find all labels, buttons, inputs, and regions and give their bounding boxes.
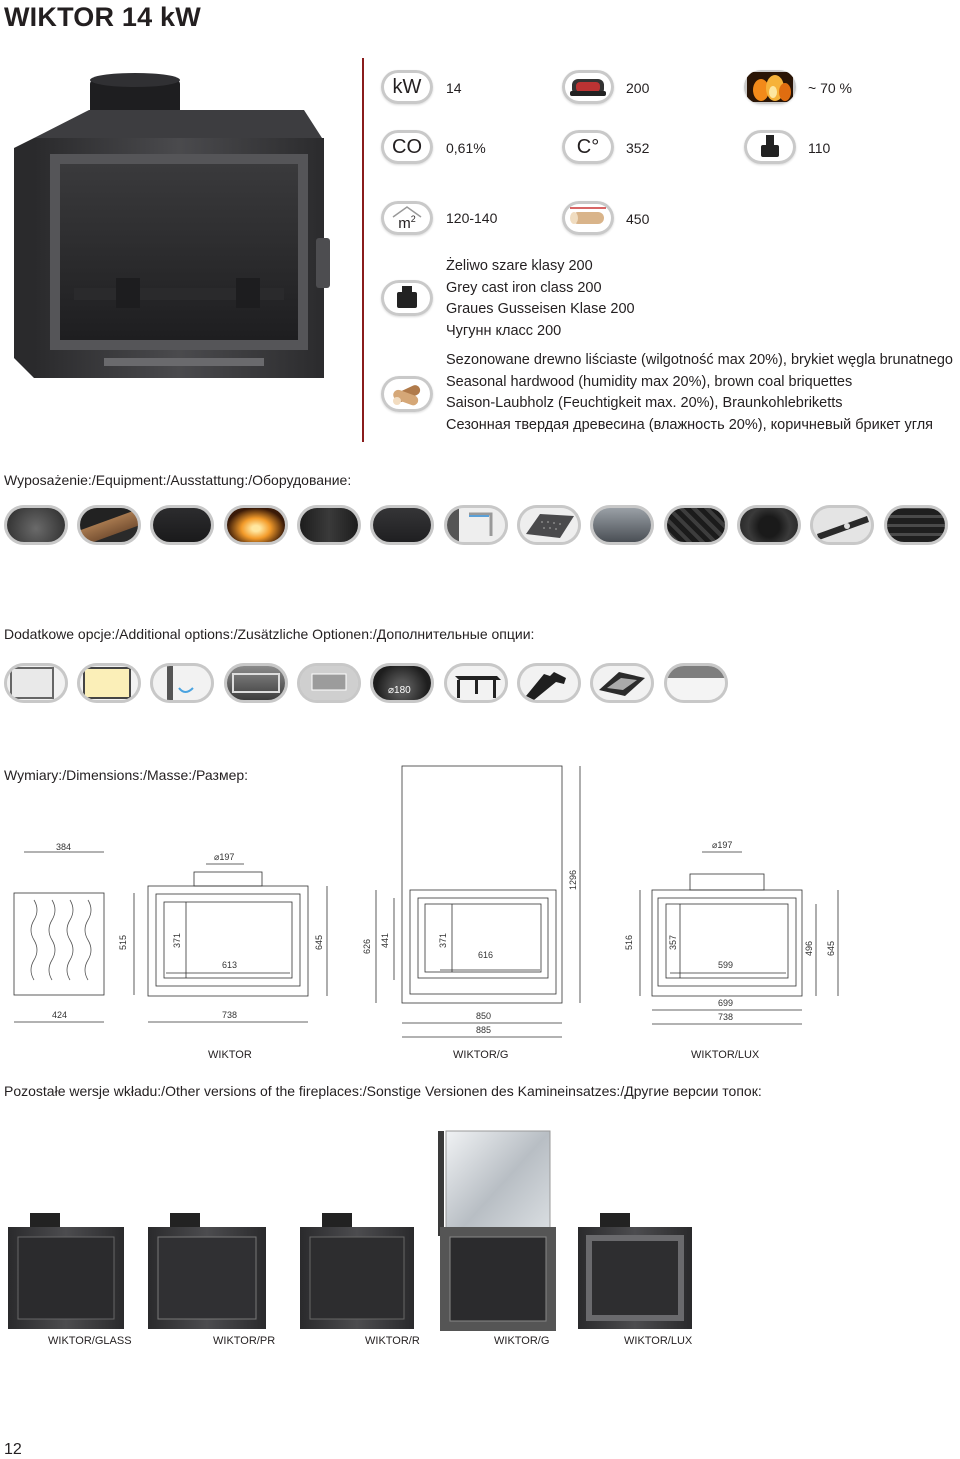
version-glass-image (8, 1213, 124, 1329)
equipment-heading: Wyposażenie:/Equipment:/Ausstattung:/Оборудование: (4, 472, 352, 488)
dim-wiktor-inner-h: 371 (172, 932, 182, 948)
temperature-value: 352 (626, 140, 650, 156)
dim-g-h2: 441 (380, 932, 390, 948)
equipment-ash-door (297, 505, 361, 545)
option-insulation (664, 663, 728, 703)
flue-value: 110 (808, 140, 831, 156)
dimension-drawings (0, 760, 960, 1045)
dim-g-total-h: 1296 (568, 869, 578, 890)
dim-lux-inner-w: 599 (718, 960, 734, 970)
dim-g-w1: 850 (476, 1011, 492, 1021)
power-value: 14 (446, 80, 462, 96)
dim-lux-w2: 738 (718, 1012, 734, 1022)
heating-area-icon: $m^2$ (381, 201, 433, 235)
version-lux-image (578, 1213, 692, 1329)
fuel-text: Sezonowane drewno liściaste (wilgotność max 20%), brykiet węgla brunatnego Seasonal hardwood (humidity max 20%), brown coal briquettes Saison-Laubholz (Feuchtigkeit max. 20%), Braunkohlebriketts Сезонная твердая древесина (влажность 20%), коричневый брикет угля (446, 352, 953, 433)
weight-icon (562, 70, 614, 104)
equipment-frame (370, 505, 434, 545)
log-length-value: 450 (626, 211, 650, 227)
option-flue-adapter: ⌀180 (370, 663, 434, 703)
dim-lux-w1: 699 (718, 998, 734, 1008)
flame-icon (744, 70, 796, 104)
option-ceramic-glass (77, 663, 141, 703)
equipment-ash-pan (517, 505, 581, 545)
temperature-icon: C° (562, 130, 614, 164)
dim-wiktor-inner-w: 613 (222, 960, 238, 970)
material-text: Żeliwo szare klasy 200 Grey cast iron class 200 Graues Gusseisen Klase 200 Чугунн класс 200 (446, 258, 635, 339)
version-label-g: WIKTOR/G (494, 1335, 550, 1347)
dim-lux-h3: 645 (826, 940, 836, 956)
option-handle-set (517, 663, 581, 703)
dim-lux-h1: 516 (624, 934, 634, 950)
option-glass-frame (4, 663, 68, 703)
cast-iron-icon (381, 280, 433, 316)
dim-lux-inner-h: 357 (668, 934, 678, 950)
dim-lux-h2: 496 (804, 940, 814, 956)
fireplace-hero-image (4, 58, 340, 398)
equipment-grid (884, 505, 948, 545)
divider-line (362, 58, 364, 442)
version-label-lux: WIKTOR/LUX (624, 1335, 693, 1347)
equipment-door (150, 505, 214, 545)
efficiency-value: ~ 70 % (808, 80, 852, 96)
dim-g-w2: 885 (476, 1025, 492, 1035)
version-label-pr: WIKTOR/PR (213, 1335, 276, 1347)
dim-g-h1: 626 (362, 938, 372, 954)
co-value: 0,61% (446, 140, 486, 156)
option-decor-frame (297, 663, 361, 703)
dim-g-inner-w: 616 (478, 950, 494, 960)
dimensions-heading: Wymiary:/Dimensions:/Masse:/Размер: (4, 767, 249, 783)
dimension-label-wiktor-g: WIKTOR/G (453, 1049, 509, 1061)
dim-wiktor-flue: ⌀197 (214, 852, 235, 862)
equipment-handle (444, 505, 508, 545)
page-title: WIKTOR 14 kW (4, 2, 201, 32)
option-stand (444, 663, 508, 703)
equipment-glass (224, 505, 288, 545)
dimension-label-wiktor: WIKTOR (208, 1049, 252, 1061)
equipment-deflector (77, 505, 141, 545)
version-images (0, 1125, 960, 1335)
version-label-glass: WIKTOR/GLASS (48, 1335, 132, 1347)
dim-wiktor-outer-h: 645 (314, 934, 324, 950)
co-icon: CO (381, 130, 433, 164)
page-number: 12 (4, 1441, 22, 1458)
wood-fuel-icon (381, 376, 433, 412)
power-icon: kW (381, 70, 433, 104)
equipment-air-regulator (590, 505, 654, 545)
equipment-side-panel (664, 505, 728, 545)
dim-side-bottom: 424 (52, 1010, 68, 1020)
option-steel-frame (224, 663, 288, 703)
heating-area-value: 120-140 (446, 210, 498, 226)
dim-side-height: 515 (118, 934, 128, 950)
flue-icon (744, 130, 796, 164)
dim-g-inner-h: 371 (438, 932, 448, 948)
version-pr-image (148, 1213, 266, 1329)
weight-value: 200 (626, 80, 650, 96)
versions-heading: Pozostałe wersje wkładu:/Other versions of the fireplaces:/Sonstige Versionen des Kamineinsatzes:/Другие версии топок: (4, 1083, 762, 1099)
equipment-lever (810, 505, 874, 545)
equipment-grate (4, 505, 68, 545)
option-lift-door (150, 663, 214, 703)
version-r-image (300, 1213, 414, 1329)
option-ash-tray (590, 663, 654, 703)
version-g-image (438, 1131, 556, 1331)
equipment-knob (737, 505, 801, 545)
dim-side-top: 384 (56, 842, 72, 852)
log-length-icon (562, 201, 614, 235)
dim-lux-flue: ⌀197 (712, 840, 733, 850)
dimension-label-wiktor-lux: WIKTOR/LUX (691, 1049, 760, 1061)
options-heading: Dodatkowe opcje:/Additional options:/Zusätzliche Optionen:/Дополнительные опции: (4, 626, 535, 642)
version-label-r: WIKTOR/R (365, 1335, 420, 1347)
dim-wiktor-outer-w: 738 (222, 1010, 238, 1020)
